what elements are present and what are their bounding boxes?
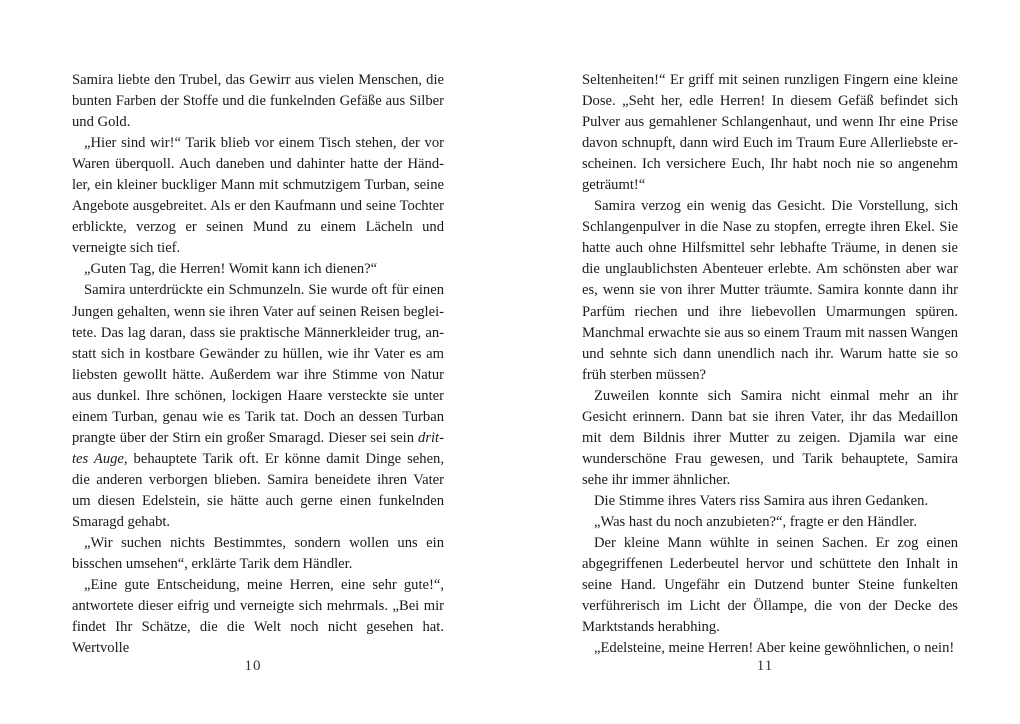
paragraph: Samira unterdrückte ein Schmunzeln. Sie wurde oft für einen Jungen gehalten, wenn sie ihren Vater auf seinen Reisen begleitete. Das lag daran, dass sie praktische Männerkleider trug, anstatt sich in kostbare Gewänder zu hüllen, wie ihr Vater es am liebsten gewollt hätte. Außerdem war ihre Stimme von Natur aus dunkel. Ihre schönen, lockigen Haare versteckte sie unter einem Turban, genau wie es Tarik tat. Doch an dessen Turban prangte über der Stirn ein großer Smaragd. Dieser sei sein drittes Auge, behauptete Tarik oft. Er könne damit Dinge sehen, die anderen verborgen blieben. Samira beneidete ihren Vater um diesen Edelstein, sie hätte auch gerne einen funkelnden Smaragd gehabt. [72,282,444,530]
paragraph: Die Stimme ihres Vaters riss Samira aus ihren Gedanken. [594,492,929,509]
page-number: 11 [756,658,774,674]
paragraph: „Eine gute Entscheidung, meine Herren, eine sehr gute!“, antwortete dieser eifrig und verneigte sich mehrmals. „Bei mir findet Ihr Schätze, die die Welt noch nicht gesehen hat. Wertvolle [72,577,444,657]
page-number: 10 [244,658,262,674]
paragraph: „Was hast du noch anzubieten?“, fragte er den Händler. [594,513,917,530]
paragraph: „Edelsteine, meine Herren! Aber keine gewöhnlichen, o nein! [594,640,955,657]
paragraph: Der kleine Mann wühlte in seinen Sachen. Er zog einen abgegriffenen Lederbeutel hervor und schüttete den Inhalt in seine Hand. Ungefähr ein Dutzend bunter Steine funkelten verführerisch im Licht der Öllampe, die von der Decke des Marktstands herabhing. [582,535,958,636]
paragraph: Seltenheiten!“ Er griff mit seinen runzligen Fingern eine kleine Dose. „Seht her, edle Herren! In diesem Gefäß befindet sich Pulver aus gemahlener Schlangenhaut, und wenn Ihr eine Prise davon schnupft, dann wird Euch im Traum Eure Allerliebste erscheinen. Ich versichere Euch, Ihr habt noch nie so angenehm geträumt!“ [582,72,958,194]
paragraph: Samira verzog ein wenig das Gesicht. Die Vorstellung, sich Schlangenpulver in die Nase zu stopfen, erregte ihren Ekel. Sie hatte auch ohne Hilfsmittel sehr lebhafte Träume, in denen sie die unglaublichsten Abenteuer erlebte. Am schönsten aber war es, wenn sie von ihrer Mutter träumte. Samira konnte dann ihr Parfüm riechen und ihre liebevollen Umarmungen spüren. Manchmal erwachte sie aus so einem Traum mit nassen Wangen und sehnte sich dann unendlich nach ihr. Warum hatte sie so früh sterben müssen? [582,198,958,383]
right-page [510,0,1020,724]
right-page-text [582,70,958,659]
paragraph: „Guten Tag, die Herren! Womit kann ich dienen?“ [84,261,378,278]
paragraph: Zuweilen konnte sich Samira nicht einmal mehr an ihr Gesicht erinnern. Dann bat sie ihren Vater, ihr das Medaillon mit dem Bildnis ihrer Mutter zu zeigen. Djamila war eine wunderschöne Frau gewesen, und Tarik behauptete, Samira sehe ihr immer ähnlicher. [582,387,958,488]
paragraph: „Hier sind wir!“ Tarik blieb vor einem Tisch stehen, der vor Waren überquoll. Auch daneben und dahinter hatte der Händler, ein kleiner buckliger Mann mit schmutzigem Turban, seine Angebote ausgebreitet. Als er den Kaufmann und seine Tochter erblickte, verzog er seinen Mund zu einem Lächeln und verneigte sich tief. [72,135,444,257]
paragraph: Samira liebte den Trubel, das Gewirr aus vielen Menschen, die bunten Farben der Stoffe und die funkelnden Gefäße aus Silber und Gold. [72,72,444,131]
left-page-text [72,70,444,659]
paragraph: „Wir suchen nichts Bestimmtes, sondern wollen uns ein bisschen umsehen“, erklärte Tarik dem Händler. [72,535,444,573]
